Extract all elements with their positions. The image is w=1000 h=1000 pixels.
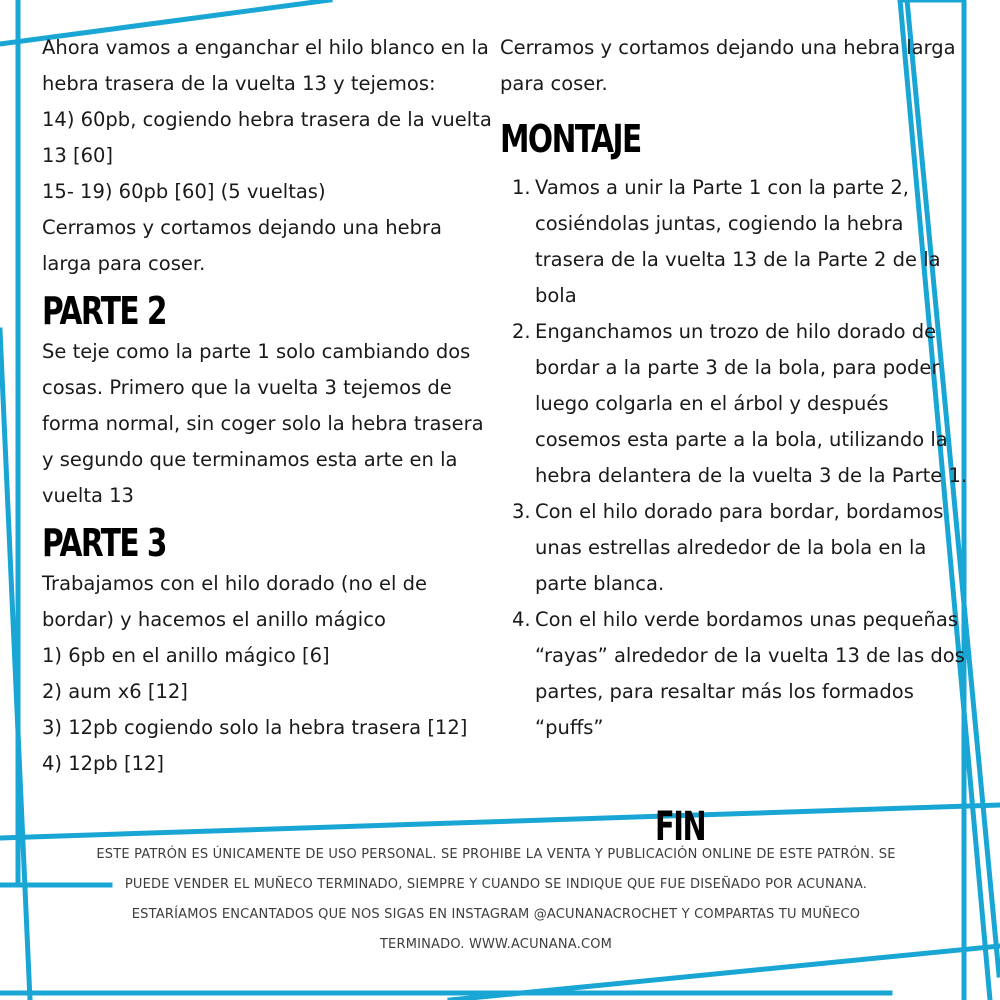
- parte-2-heading: PARTE 2: [42, 289, 166, 333]
- list-item: [500, 170, 970, 314]
- parte-3-round-4: 4) 12pb [12]: [42, 752, 165, 775]
- copyright-notice: ESTE PATRÓN ES ÚNICAMENTE DE USO PERSONAL. SE PROHIBE LA VENTA Y PUBLICACIÓN ONLINE DE ESTE PATRÓN. SE PUEDE VENDER EL MUÑECO TERMINADO, SIEMPRE Y CUANDO SE INDIQUE QUE FUE DISEÑADO POR ACUNANA. ESTARÍAMOS ENCANTADOS QUE NOS SIGAS EN INSTAGRAM @ACUNANACROCHET Y COMPARTAS TU MUÑECO TERMINADO. WWW.ACUNANA.COM: [96, 847, 896, 952]
- parte-3-intro: Trabajamos con el hilo dorado (no el de bordar) y hacemos el anillo mágico: [42, 572, 428, 631]
- list-item: [500, 494, 970, 602]
- rounds-15-19: 15- 19) 60pb [60] (5 vueltas): [42, 180, 326, 203]
- parte-3-round-1: 1) 6pb en el anillo mágico [6]: [42, 644, 330, 667]
- intro-line: Ahora vamos a enganchar el hilo blanco en la hebra trasera de la vuelta 13 y tejemos:: [42, 36, 489, 95]
- frame-line-bottom-a: [0, 805, 1000, 838]
- parte-3-heading: PARTE 3: [42, 521, 166, 565]
- step-number: 3.: [512, 500, 531, 523]
- right-column: [500, 30, 970, 746]
- step-text: Con el hilo verde bordamos unas pequeñas “rayas” alrededor de la vuelta 13 de las dos partes, para resaltar más los formados “puffs”: [535, 608, 965, 739]
- montaje-heading: MONTAJE: [500, 117, 641, 161]
- close-instruction: Cerramos y cortamos dejando una hebra larga para coser.: [42, 216, 442, 275]
- frame-line-left-a: [0, 330, 30, 1000]
- step-number: 4.: [512, 608, 531, 631]
- parte-3-round-2: 2) aum x6 [12]: [42, 680, 188, 703]
- step-number: 1.: [512, 176, 531, 199]
- step-text: Vamos a unir la Parte 1 con la parte 2, cosiéndolas juntas, cogiendo la hebra trasera de la vuelta 13 de la Parte 2 de la bola: [535, 176, 941, 307]
- fin-label: FIN: [655, 804, 706, 850]
- step-text: Con el hilo dorado para bordar, bordamos unas estrellas alrededor de la bola en la parte blanca.: [535, 500, 944, 595]
- step-text: Enganchamos un trozo de hilo dorado de bordar a la parte 3 de la bola, para poder luego colgarla en el árbol y después cosemos esta parte a la bola, utilizando la hebra delantera de la vuelta 3 de la Parte 1.: [535, 320, 968, 487]
- round-14: 14) 60pb, cogiendo hebra trasera de la vuelta 13 [60]: [42, 108, 492, 167]
- right-intro: Cerramos y cortamos dejando una hebra larga para coser.: [500, 36, 956, 95]
- list-item: [500, 602, 970, 746]
- montaje-steps: [500, 170, 970, 746]
- left-column: [42, 30, 497, 782]
- parte-2-text: Se teje como la parte 1 solo cambiando dos cosas. Primero que la vuelta 3 tejemos de forma normal, sin coger solo la hebra trasera y segundo que terminamos esta arte en la vuelta 13: [42, 340, 484, 507]
- parte-3-round-3: 3) 12pb cogiendo solo la hebra trasera [12]: [42, 716, 468, 739]
- step-number: 2.: [512, 320, 531, 343]
- list-item: [500, 314, 970, 494]
